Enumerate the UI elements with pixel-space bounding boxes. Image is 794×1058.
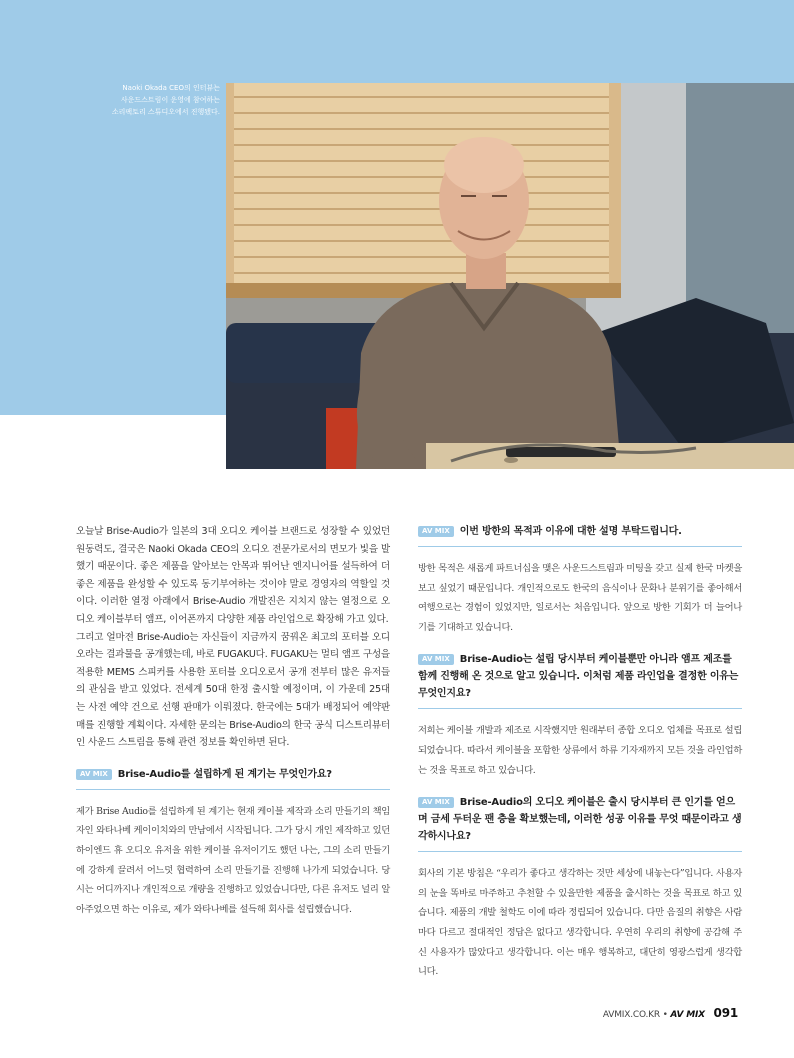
footer-site: AVMIX.CO.KR bbox=[602, 1010, 660, 1020]
question-divider bbox=[76, 789, 390, 790]
question-text: Brise-Audio의 오디오 케이블은 출시 당시부터 큰 인기를 얻으며 금세 두터운 팬 층을 확보했는데, 이러한 성공 이유를 무엇 때문이라고 생각하시나요? bbox=[418, 797, 742, 843]
question-block bbox=[418, 523, 742, 637]
question-block bbox=[418, 651, 742, 780]
avmix-badge: AV MIX bbox=[418, 654, 454, 665]
avmix-badge: AV MIX bbox=[418, 797, 454, 808]
answer-text: 방한 목적은 새롭게 파트너십을 맺은 사운드스트림과 미팅을 갖고 실제 한국 마켓을 보고 싶었기 때문입니다. 개인적으로도 한국의 음식이나 문화나 분위기를 좋아해서 여행으로는 경험이 있었지만, 일로서는 처음입니다. 앞으로 방한 기회가 더 늘어나기를 기대하고 있습니다. bbox=[418, 563, 742, 633]
question-text: 이번 방한의 목적과 이유에 대한 설명 부탁드립니다. bbox=[459, 526, 682, 537]
avmix-badge: AV MIX bbox=[418, 526, 454, 537]
photo-caption bbox=[70, 82, 220, 118]
caption-line: Naoki Okada CEO의 인터뷰는 bbox=[122, 84, 220, 92]
question-divider bbox=[418, 851, 742, 852]
question-text: Brise-Audio를 설립하게 된 계기는 무엇인가요? bbox=[117, 768, 332, 780]
caption-line: 소리팩토리 스튜디오에서 진행됐다. bbox=[111, 108, 220, 116]
page-footer: AVMIX.CO.KR • AV MIX 091 bbox=[602, 1006, 738, 1020]
left-column bbox=[76, 523, 390, 919]
question-heading bbox=[418, 794, 742, 845]
question-heading bbox=[418, 523, 742, 540]
intro-paragraph: 그리고 얼마전 Brise-Audio는 자신들이 지금까지 꿈꿔온 최고의 포터블 오디오라는 결과물을 공개했는데, 바로 FUGAKU다. FUGAKU는 멀티 앰프 구성을 적용한 MEMS 스피커를 사용한 포터블 오디오로서 공개 전부터 많은 유저들의 관심을 받고 있었다. 전세계 50대 한정 출시할 예정이며, 이 가운데 25대는 사전 예약 건으로 선행 판매가 이뤄졌다. 한국에는 5대가 배정되어 예약판매를 진행할 계획이다. 자세한 문의는 Brise-Audio의 한국 공식 디스트리뷰터인 사운드 스트림을 통해 관련 정보를 확인하면 된다. bbox=[76, 631, 390, 749]
question-block bbox=[418, 794, 742, 982]
question-text: Brise-Audio는 설립 당시부터 케이블뿐만 아니라 앰프 제조를 함께 진행해 온 것으로 알고 있습니다. 이처럼 제품 라인업을 결정한 이유는 무엇인지요? bbox=[418, 654, 739, 700]
intro-paragraph: 오늘날 Brise-Audio가 일본의 3대 오디오 케이블 브랜드로 성장할 수 있었던 원동력도, 결국은 Naoki Okada CEO의 오디오 전문가로서의 면모가 빛을 발했기 때문이다. 좋은 제품을 알아보는 안목과 뛰어난 엔지니어를 설득하여 더 좋은 제품을 완성할 수 있도록 동기부여하는 것이야 말로 경영자의 역할일 것이다. 이러한 열정 아래에서 Brise-Audio 개발진은 지치지 않는 열정으로 오디오 케이블부터 앰프, 이어폰까지 다양한 제품 라인업으로 확장해 가고 있다. bbox=[76, 526, 390, 625]
question-divider bbox=[418, 708, 742, 709]
question-block bbox=[76, 766, 390, 920]
footer-brand: AV MIX bbox=[670, 1010, 705, 1020]
answer-text: 저희는 케이블 개발과 제조로 시작했지만 원래부터 종합 오디오 업체를 목표로 설립되었습니다. 따라서 케이블을 포함한 상류에서 하류 기자재까지 모든 것을 라인업하는 것을 목표로 하고 있습니다. bbox=[418, 725, 742, 776]
right-column bbox=[418, 523, 742, 982]
question-heading bbox=[76, 766, 390, 783]
page-number: 091 bbox=[713, 1006, 738, 1020]
question-divider bbox=[418, 546, 742, 547]
answer-text: 제가 Brise Audio를 설립하게 된 계기는 현재 케이블 제작과 소리 만들기의 책임자인 와타나베 케이이치와의 만남에서 시작됩니다. 그가 당시 개인 제작하고 있던 하이엔드 휴 오디오 유저을 위한 케이블 유저이기도 했던 나는, 그의 소리 만들기에 강하게 끌려서 어느덧 협력하여 소리 만들기를 진행해 나가게 되었습니다. 당시는 어디까지나 개인적으로 개량을 진행하고 있었습니다만, 다른 유저도 널리 알아주었으면 하는 이유로, 제가 와타나베를 설득해 회사를 설립했습니다. bbox=[76, 805, 390, 915]
question-heading bbox=[418, 651, 742, 702]
caption-line: 사운드스트림이 운영에 참여하는 bbox=[120, 96, 220, 104]
avmix-badge: AV MIX bbox=[76, 769, 112, 780]
interview-photo bbox=[226, 83, 794, 469]
answer-text: 회사의 기본 방침은 “우리가 좋다고 생각하는 것만 세상에 내놓는다”입니다. 사용자의 눈을 똑바로 마주하고 추천할 수 있을만한 제품을 출시하는 것을 목표로 하고 있습니다. 제품의 개발 철학도 이에 따라 정립되어 있습니다. 다만 음질의 취향은 사람마다 다르고 절대적인 정답은 없다고 생각합니다. 우연히 우리의 취향에 공감해 주신 사용자가 많았다고 생각합니다. 이는 매우 행복하고, 대단히 영광스럽게 생각합니다. bbox=[418, 868, 742, 978]
